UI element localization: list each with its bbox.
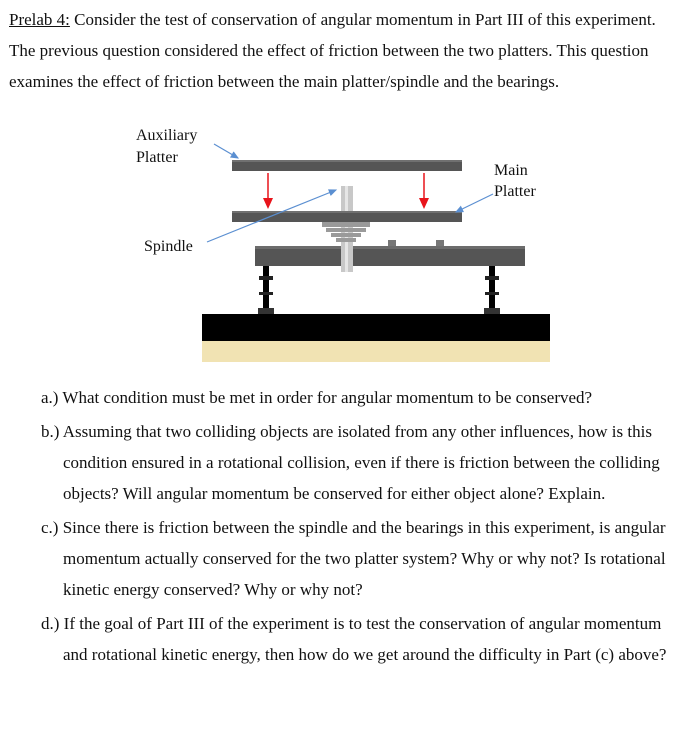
auxiliary-label-line1: Auxiliary	[136, 127, 198, 144]
question-a	[41, 382, 676, 413]
question-b	[41, 416, 676, 509]
spindle-shaft	[341, 186, 353, 272]
question-d	[41, 608, 676, 670]
auxiliary-pointer	[214, 144, 238, 158]
spindle-pointer	[207, 190, 336, 242]
base-block	[202, 314, 550, 341]
drop-arrow-right	[419, 173, 429, 209]
auxiliary-label-line2: Platter	[136, 149, 178, 166]
question-text: Assuming that two colliding objects are isolated from any other influences, how is this condition ensured in a rotational collision, even if there is friction between the colliding objects? Will angular momentum be conserved for either object alone? Explain.	[59, 422, 660, 503]
question-text: Since there is friction between the spindle and the bearings in this experiment, is angular momentum actually conserved for the two platter system? Why or why not? Is rotational kinetic energy conserved? Why or why not?	[58, 518, 666, 599]
question-list	[41, 382, 676, 673]
prelab-label: Prelab 4:	[9, 10, 70, 29]
main-platter	[232, 211, 462, 222]
spindle-hub	[322, 222, 370, 242]
table-surface	[202, 340, 550, 362]
main-label-line1: Main	[494, 162, 528, 179]
main-label-line2: Platter	[494, 183, 536, 200]
question-number: a.)	[41, 388, 59, 407]
question-number: b.)	[41, 422, 60, 441]
question-number: d.)	[41, 614, 60, 633]
leg-right	[484, 266, 500, 314]
question-number: c.)	[41, 518, 59, 537]
question-c	[41, 512, 676, 605]
spindle-label: Spindle	[144, 238, 193, 255]
question-text: What condition must be met in order for angular momentum to be conserved?	[58, 388, 593, 407]
intro-paragraph	[9, 4, 669, 97]
bearing-frame	[255, 246, 525, 266]
drop-arrow-left	[263, 173, 273, 209]
main-pointer	[456, 194, 493, 212]
intro-text: Consider the test of conservation of angular momentum in Part III of this experiment. The previous question considered the effect of friction between the two platters. This question examines the effect of friction between the main platter/spindle and the bearings.	[9, 10, 656, 91]
leg-left	[258, 266, 274, 314]
auxiliary-platter	[232, 160, 462, 171]
question-text: If the goal of Part III of the experiment is to test the conservation of angular momentum and rotational kinetic energy, then how do we get around the difficulty in Part (c) above?	[59, 614, 667, 664]
